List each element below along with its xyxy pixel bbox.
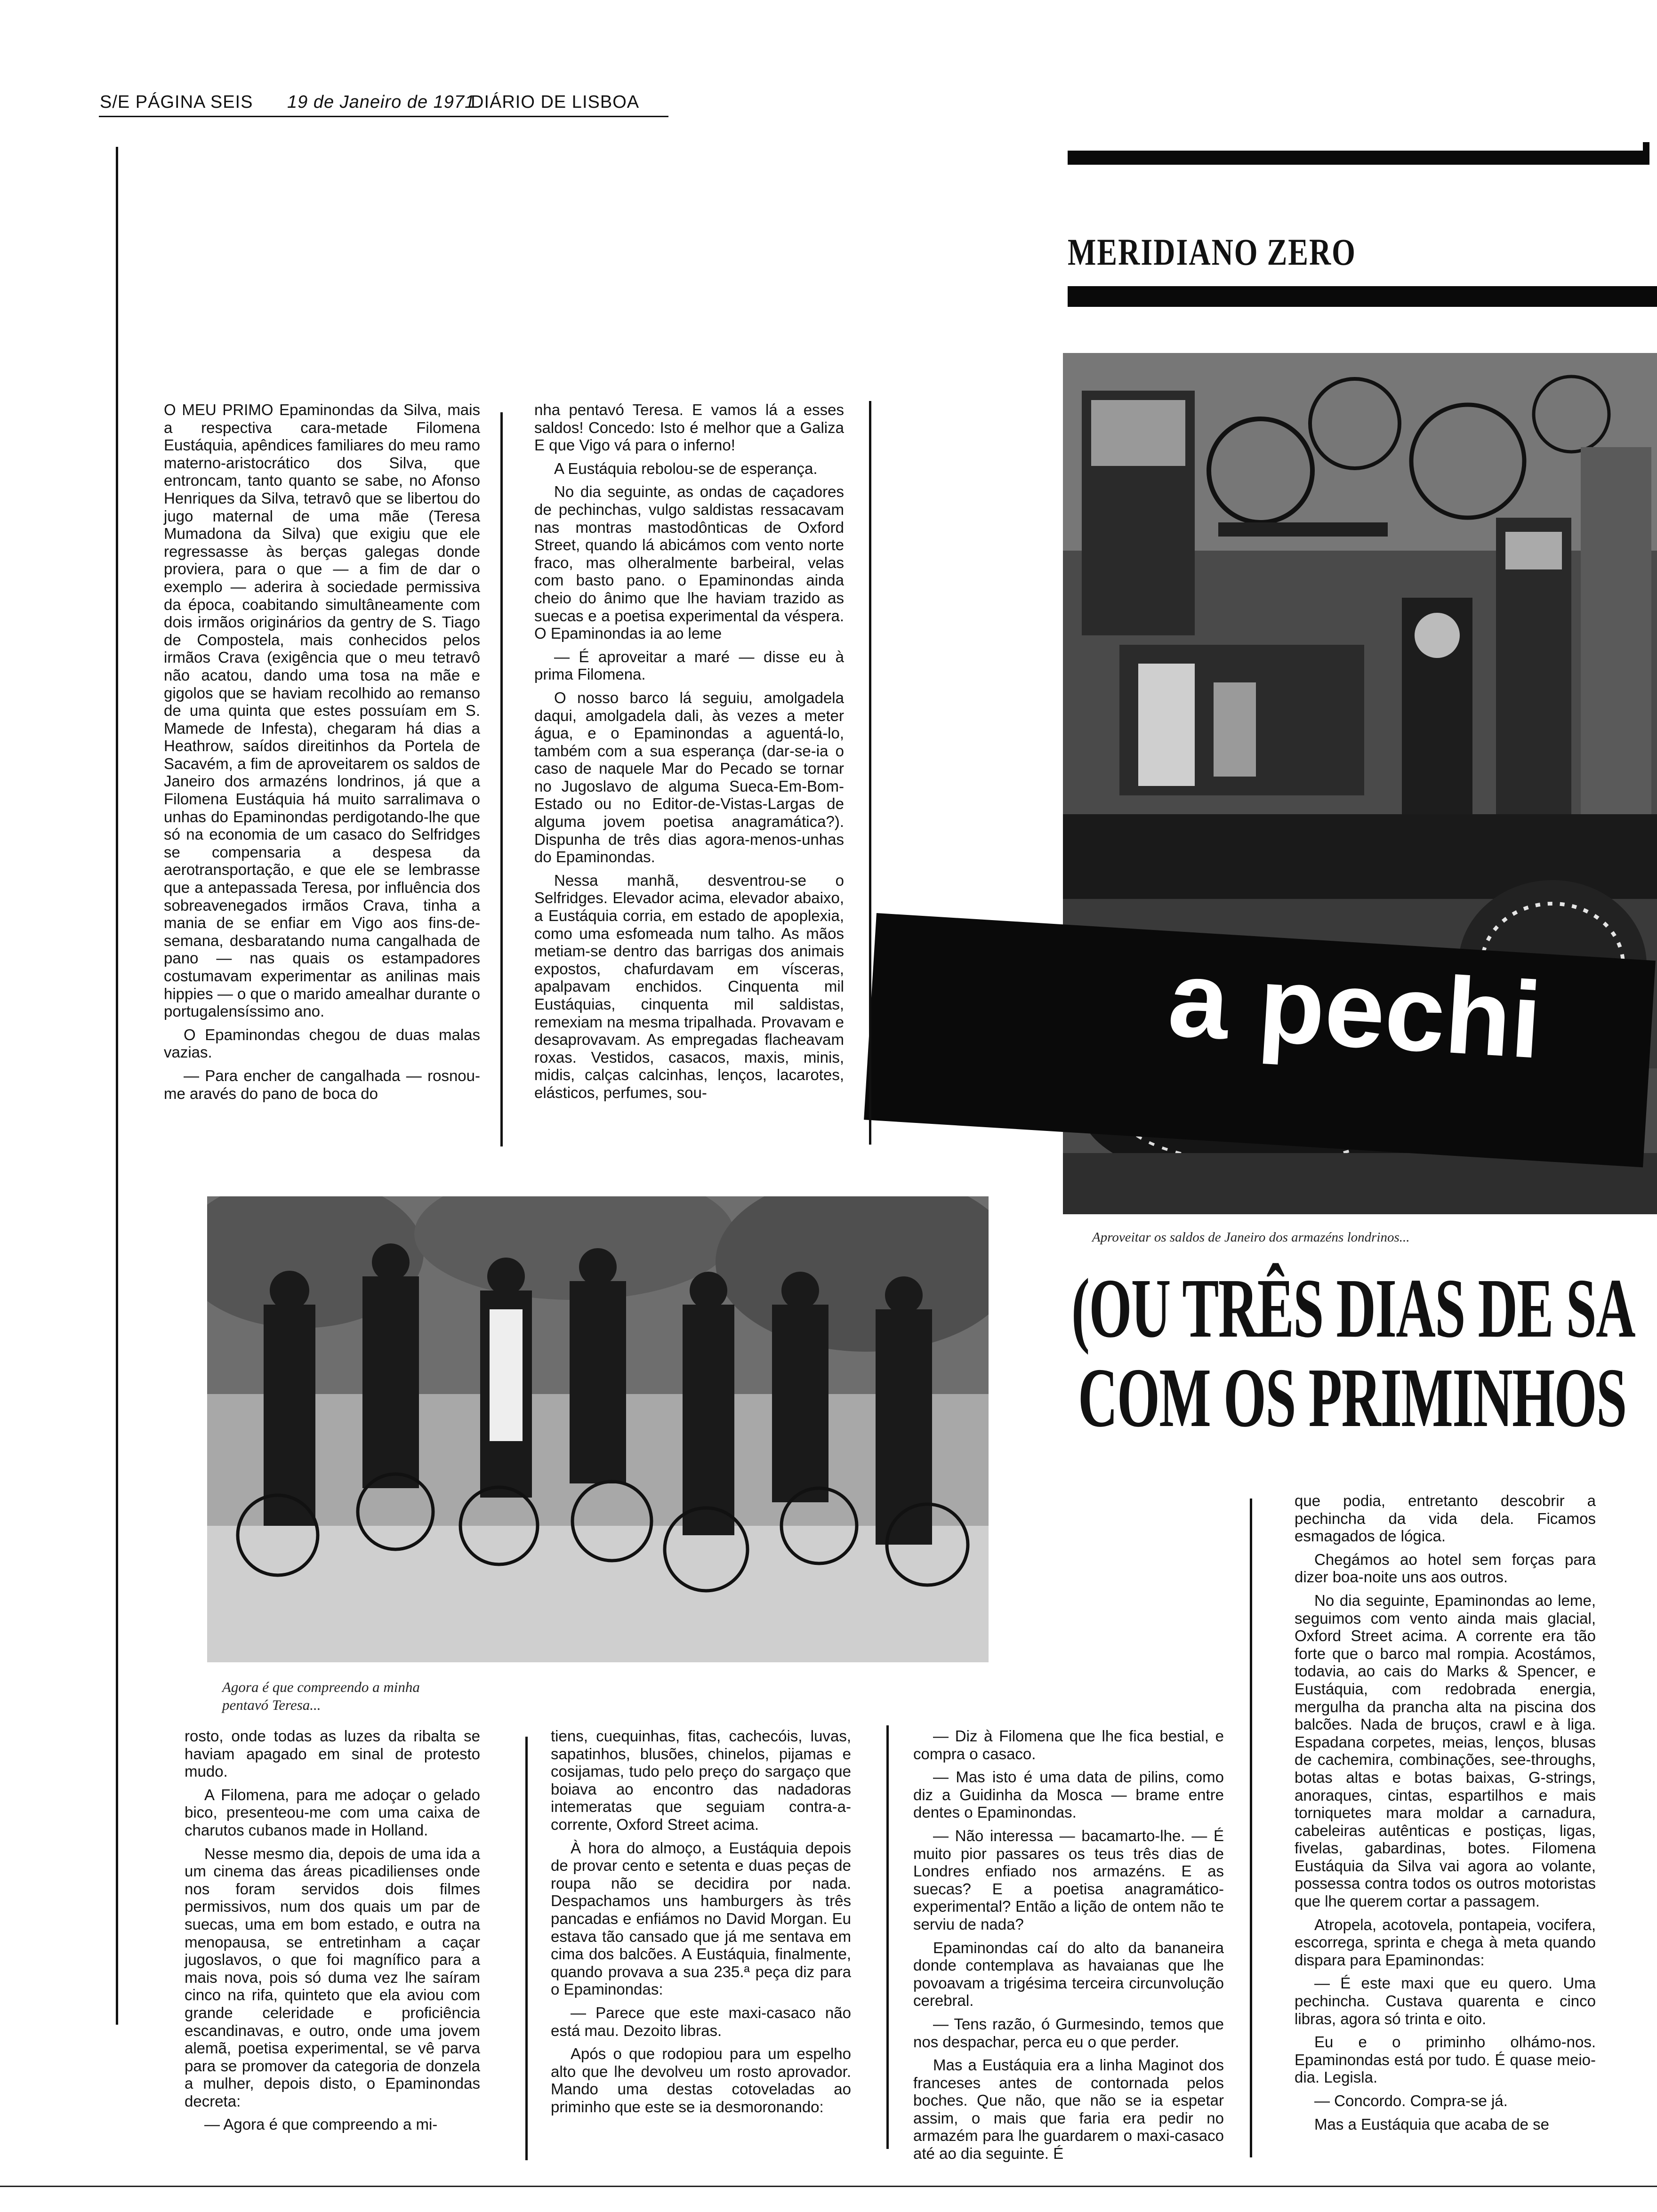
paragraph: que podia, entretanto descobrir a pechincha da vida dela. Ficamos esmagados de lógica. <box>1295 1492 1596 1545</box>
market-photo-caption: Aproveitar os saldos de Janeiro dos armazéns londrinos... <box>1092 1230 1410 1245</box>
paragraph: nha pentavó Teresa. E vamos lá a esses saldos! Concedo: Isto é melhor que a Galiza E que Vigo vá para o inferno! <box>534 401 844 454</box>
article-column-6 <box>1295 1492 1596 2139</box>
paragraph: Atropela, acotovela, pontapeia, vocifera, escorrega, sprinta e chega à meta quando dispara para Epaminondas: <box>1295 1915 1596 1969</box>
issue-date: 19 de Janeiro de 1971 <box>287 92 475 112</box>
paragraph: À hora do almoço, a Eustáquia depois de provar cento e setenta e duas peças de roupa não se decidira por nada. Despachamos uns hamburgers às três pancadas e enfiámos no David Morgan. Eu estava tão cansado que já me sentava em cima dos balcões. A Eustáquia, finalmente, quando provava a sua 235.ª peça diz para o Epaminondas: <box>551 1839 851 1998</box>
paragraph: Nessa manhã, desventrou-se o Selfridges. Elevador acima, elevador abaixo, a Eustáquia corria, em estado de apoplexia, como uma esfomeada num talho. As mãos metiam-se dentro das barrigas dos animais expostos, chafurdavam em vísceras, apalpavam enchidos. Cinquenta mil Eustáquias, cinquenta mil saldistas, remexiam na mesma tripalhada. Provavam e desaprovavam. As empregadas flacheavam roxas. Vestidos, casacos, maxis, minis, midis, calças calcinhas, lenços, lacarotes, elásticos, perfumes, sou- <box>534 871 844 1101</box>
column-rule <box>869 401 871 1145</box>
headline-line-1: (OU TRÊS DIAS DE SA <box>1071 1261 1635 1355</box>
page-label: S/E PÁGINA SEIS <box>100 92 253 112</box>
section-title: MERIDIANO ZERO <box>1068 231 1356 273</box>
headline-line-2: COM OS PRIMINHOS <box>1078 1351 1626 1445</box>
paragraph: rosto, onde todas as luzes da ribalta se haviam apagado em sinal de protesto mudo. <box>185 1727 480 1780</box>
page-bottom-rule <box>0 2186 1657 2187</box>
bicycles-photo <box>207 1196 989 1662</box>
column-rule <box>1250 1499 1252 2157</box>
section-bottom-band <box>1068 286 1657 307</box>
column-rule <box>500 412 503 1146</box>
paragraph: Mas a Eustáquia era a linha Maginot dos franceses antes de contornada pelos boches. Que não, que não se ia espetar assim, o mais que faria era pedir no armazém para lhe guardarem o maxi-casaco até ao dia seguinte. É <box>913 2056 1224 2163</box>
paragraph: — Agora é que compreendo a mi- <box>204 2116 438 2133</box>
band-headline-text: a pechi <box>1165 938 1545 1081</box>
bicycles-photo-drawing <box>207 1196 989 1662</box>
paragraph: — Parece que este maxi-casaco não está mau. Dezoito libras. <box>551 2004 851 2039</box>
paragraph: Nesse mesmo dia, depois de uma ida a um cinema das áreas picadilienses onde nos foram servidos dois filmes permissivos, num dos quais um par de suecas, uma em bom estado, e outra na menopausa, se entretinham a caçar jugoslavos, o que foi magnífico para a mais nova, pois só duma vez lhe saíram cinco na rifa, quinteto que ela aviou com grande celeridade e proficiência escandinavas, e outro, onde uma jovem alemã, poetisa experimental, se vê parva para se promover da categoria de donzela a mulher, depois disto, o Epaminondas decreta: <box>185 1844 480 2110</box>
paragraph: — Concordo. Compra-se já. <box>1314 2092 1508 2109</box>
article-column-2 <box>534 401 844 1107</box>
paragraph: — Tens razão, ó Gurmesindo, temos que nos despachar, perca eu o que perder. <box>913 2015 1224 2051</box>
article-column-3 <box>185 1727 480 2139</box>
bicycles-caption-line-2: pentavó Teresa... <box>222 1697 321 1713</box>
section-corner-block <box>1643 142 1649 165</box>
paragraph: A Filomena, para me adoçar o gelado bico, presenteou-me com uma caixa de charutos cubanos made in Holland. <box>185 1786 480 1839</box>
article-column-1 <box>164 401 480 1108</box>
paragraph: — Diz à Filomena que lhe fica bestial, e compra o casaco. <box>913 1727 1224 1763</box>
paragraph: Após o que rodopiou para um espelho alto que lhe devolveu um rosto aprovador. Mando uma destas cotoveladas ao priminho que este se ia desmoronando: <box>551 2045 851 2116</box>
newspaper-name: DIÁRIO DE LISBOA <box>471 92 640 112</box>
left-margin-rule <box>116 147 118 2025</box>
paragraph: No dia seguinte, as ondas de caçadores de pechinchas, vulgo saldistas ressacavam nas montras mastodônticas de Oxford Street, quando lá abicámos com vento norte fraco, mas olheralmente barbeiral, velas com basto pano. o Epaminondas ainda cheio do ânimo que lhe haviam trazido as suecas e a poetisa experimental da véspera. O Epaminondas ia ao leme <box>534 483 844 642</box>
column-rule <box>886 1725 889 2149</box>
paragraph: A Eustáquia rebolou-se de esperança. <box>554 459 818 477</box>
paragraph: Epaminondas caí do alto da bananeira donde contemplava as havaianas que lhe povoavam a trigésima terceira circunvolução cerebral. <box>913 1939 1224 2010</box>
paragraph: Eu e o priminho olhámo-nos. Epaminondas está por tudo. É quase meio-dia. Legisla. <box>1295 2033 1596 2086</box>
bicycles-caption-line-1: Agora é que compreendo a minha <box>222 1679 420 1695</box>
section-top-band <box>1068 151 1647 165</box>
paragraph: — É este maxi que eu quero. Uma pechincha. Custava quarenta e cinco libras, agora só trinta e oito. <box>1295 1974 1596 2028</box>
paragraph: — Para encher de cangalhada — rosnou-me aravés do pano de boca do <box>164 1066 480 1102</box>
paragraph: Mas a Eustáquia que acaba de se <box>1314 2115 1550 2133</box>
paragraph: — Mas isto é uma data de pilins, como diz a Guidinha da Mosca — brame entre dentes o Epaminondas. <box>913 1768 1224 1821</box>
article-column-5 <box>913 1727 1224 2168</box>
paragraph: No dia seguinte, Epaminondas ao leme, seguimos com vento ainda mais glacial, Oxford Street acima. A corrente era tão forte que o barco mal rompia. Acostámos, todavia, ao cais do Marks & Spencer, e Eustáquia, com redobrada energia, mergulha da prancha alta na piscina dos balcões. Nada de bruços, crawl e à liga. Espadana corpetes, meias, lenços, blusas de cachemira, combinações, see-throughs, botas altas e botas baixas, G-strings, anoraques, cintas, espartilhos e mais torniquetes mara moldar a carnadura, cabeleiras autênticas e postiças, ligas, fivelas, gabardinas, botes. Filomena Eustáquia da Silva vai agora ao volante, possessa contra todos os outros motoristas que lhe querem cortar a passagem. <box>1295 1591 1596 1910</box>
paragraph: — É aproveitar a maré — disse eu à prima Filomena. <box>534 648 844 683</box>
paragraph: O Epaminondas chegou de duas malas vazias. <box>164 1026 480 1061</box>
paragraph: O MEU PRIMO Epaminondas da Silva, mais a respectiva cara-metade Filomena Eustáquia, apêndices familiares do meu ramo materno-aristocrático dos Silva, que entroncam, tanto quanto se sabe, no Afonso Henriques da Silva, tetravô que se libertou do jugo maternal de uma mãe (Teresa Mumadona da Silva) que exigiu que ele regressasse às berças galegas donde proviera, para o que — a fim de dar o exemplo — aderira à sociedade permissiva da época, coabitando simultâneamente com dois irmãos originários da gentry de S. Tiago de Compostela, mais conhecidos pelos irmãos Crava (exigência que o meu tetravô não acatou, dando uma tosa na mãe e gigolos que se haviam recolhido ao remanso de uma quinta que estes possuíam em S. Mamede de Infesta), chegaram há dias a Heathrow, saídos direitinhos da Portela de Sacavém, a fim de aproveitarem os saldos de Janeiro dos armazéns londrinos, já que a Filomena Eustáquia há muito sarralimava o unhas do Epaminondas perdigotando-lhe que só na economia de um casaco do Selfridges se compensaria a despesa da aerotransportação, e que ele se lembrasse que a antepassada Teresa, por influência dos sobreavenegados irmãos Crava, tinha a mania de se enfiar em Vigo aos fins-de-semana, desbaratando numa cangalhada de pano — nas quais os estampadores costumavam experimentar as anilinas mais hippies — o que o marido amealhar durante o portugalensíssimo ano. <box>164 401 480 1020</box>
article-column-4 <box>551 1727 851 2121</box>
paragraph: O nosso barco lá seguiu, amolgadela daqui, amolgadela dali, às vezes a meter água, e o Epaminondas a aguentá-lo, também com a sua esperança (dar-se-ia o caso de naquele Mar do Pecado se tornar no Jugoslavo de alguma Sueca-Em-Bom-Estado ou no Editor-de-Vistas-Largas de alguma jovem poetisa anagramática?). Dispunha de três dias agora-menos-unhas do Epaminondas. <box>534 689 844 866</box>
paragraph: — Não interessa — bacamarto-lhe. — É muito pior passares os teus três dias de Londres enfiado nos armazéns. E as suecas? E a poetisa anagramático-experimental? Então a lição de ontem não te serviu de nada? <box>913 1827 1224 1933</box>
paragraph: Chegámos ao hotel sem forças para dizer boa-noite uns aos outros. <box>1295 1550 1596 1586</box>
paragraph: tiens, cuequinhas, fitas, cachecóis, luvas, sapatinhos, blusões, chinelos, pijamas e cosijamas, tudo pelo preço do sargaço que boiava ao encontro das nadadoras intemeratas que seguiam contra-a-corrente, Oxford Street acima. <box>551 1727 851 1833</box>
column-rule <box>525 1737 528 2160</box>
header-rule <box>99 116 668 117</box>
